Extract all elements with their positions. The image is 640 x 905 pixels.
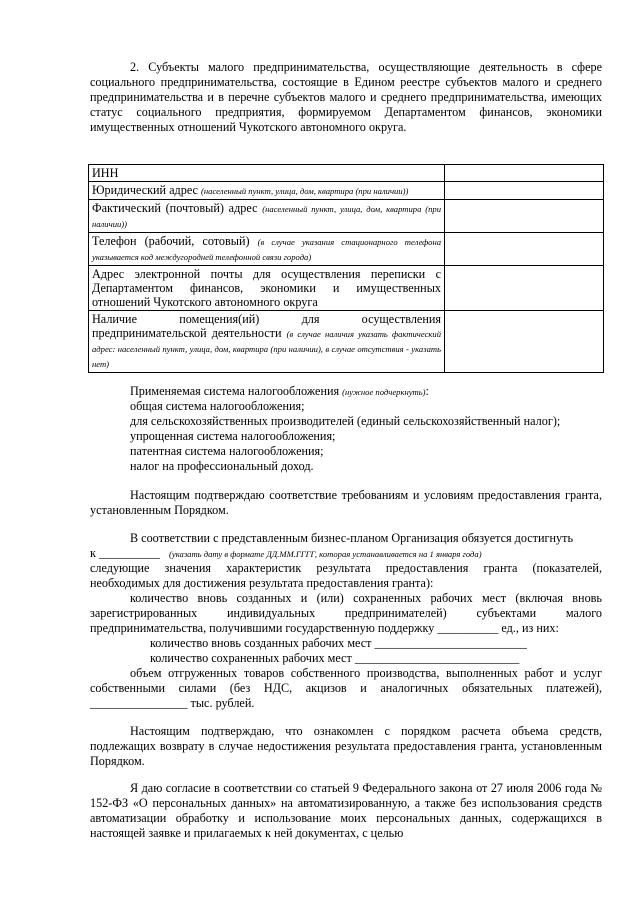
tax-option-general[interactable]: общая система налогообложения; [130,399,305,413]
legal-address-label: Юридический адрес (населенный пункт, улица, дом, квартира (при наличии)) [89,182,445,200]
jobs-indicator: количество вновь созданных и (или) сохраненных рабочих мест (включая вновь зарегистрированных индивидуальных предпринимателей) субъектами малого предпринимательства, получившими государственную поддержку __________ ед., из них: [90,591,602,635]
applicant-info-table [88,164,604,373]
table-row [89,233,604,266]
tax-system-title: Применяемая система налогообложения (нужное подчеркнуть): [130,384,429,398]
volume-blank[interactable]: ________________ [90,696,188,710]
paragraph-confirm-requirements: Настоящим подтверждаю соответствие требованиям и условиям предоставления гранта, установленным Порядком. [90,488,602,517]
premises-label: Наличие помещения(ий) для осуществления предпринимательской деятельности (в случае наличия указать фактический адрес: населенный пункт, улица, дом, квартира (при наличии), в случае отсутствия - указать нет) [89,311,445,373]
business-plan-rest: следующие значения характеристик результата предоставления гранта (показателей, необходимых для достижения результата предоставления гранта): [90,561,602,590]
premises-value[interactable] [445,311,604,373]
jobs-blank[interactable]: __________ [437,621,499,635]
phone-label: Телефон (рабочий, сотовый) (в случае указания стационарного телефона указывается код междугородней телефонной связи города) [89,233,445,266]
inn-value[interactable] [445,165,604,182]
new-jobs-blank[interactable]: _________________________ [374,636,527,650]
table-row [89,266,604,311]
legal-address-value[interactable] [445,182,604,200]
email-value[interactable] [445,266,604,311]
actual-address-value[interactable] [445,200,604,233]
paragraph-confirm-refund: Настоящим подтверждаю, что ознакомлен с порядком расчета объема средств, подлежащих возврату в случае недостижения результата предоставления гранта, установленным Порядком. [90,724,602,768]
paragraph-business-plan: В соответствии с представленным бизнес-планом Организация обязуется достигнуть [130,531,574,545]
tax-option-simplified[interactable]: упрощенная система налогообложения; [130,429,336,443]
tax-option-professional-income[interactable]: налог на профессиональный доход. [130,459,314,473]
new-jobs-line: количество вновь созданных рабочих мест _________________________ [150,636,527,650]
table-row [89,182,604,200]
table-row [89,200,604,233]
date-blank[interactable]: __________ [98,546,160,560]
business-plan-date-line: к __________ (указать дату в формате ДД.ММ.ГГГГ, которая устанавливается на 1 января года) [90,546,482,560]
table-row [89,165,604,182]
paragraph-subjects: 2. Субъекты малого предпринимательства, осуществляющие деятельность в сфере социального предпринимательства, состоящие в Едином реестре субъектов малого и среднего предпринимательства и в перечне субъектов малого и среднего предпринимательства, имеющих статус социального предприятия, формируемом Департаментом финансов, экономики имущественных отношений Чукотского автономного округа. [90,60,602,134]
table-row [89,311,604,373]
actual-address-label: Фактический (почтовый) адрес (населенный пункт, улица, дом, квартира (при наличии)) [89,200,445,233]
tax-option-patent[interactable]: патентная система налогообложения; [130,444,324,458]
volume-indicator: объем отгруженных товаров собственного производства, выполненных работ и услуг собственными силами (без НДС, акцизов и аналогичных обязательных платежей), ________________ тыс. рублей. [90,666,602,710]
kept-jobs-line: количество сохраненных рабочих мест ___________________________ [150,651,520,665]
email-label: Адрес электронной почты для осуществления переписки с Департаментом финансов, экономики и имущественных отношений Чукотского автономного округа [89,266,445,311]
inn-label: ИНН [89,165,445,182]
kept-jobs-blank[interactable]: ___________________________ [354,651,520,665]
paragraph-consent: Я даю согласие в соответствии со статьей 9 Федерального закона от 27 июля 2006 года № 152-ФЗ «О персональных данных» на автоматизированную, а также без использования средств автоматизации обработку и использование моих персональных данных, содержащихся в настоящей заявке и прилагаемых к ней документах, с целью [90,781,602,840]
tax-option-agricultural[interactable]: для сельскохозяйственных производителей (единый сельскохозяйственный налог); [130,414,561,428]
phone-value[interactable] [445,233,604,266]
